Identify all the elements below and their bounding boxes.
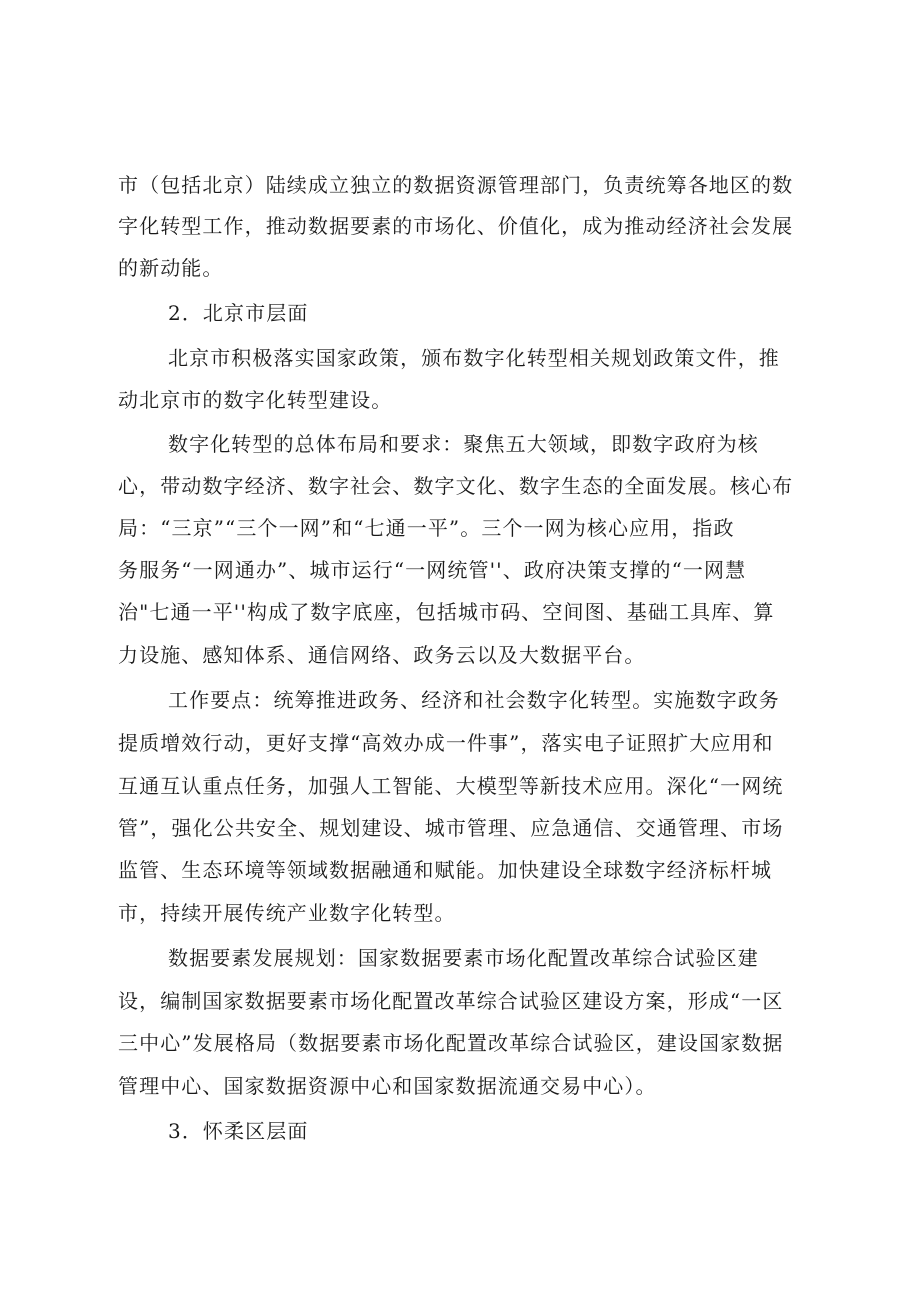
- section-heading: 2．北京市层面: [168, 301, 309, 325]
- text-line: 北京市积极落实国家政策，颁布数字化转型相关规划政策文件，推: [168, 346, 780, 370]
- text-line: 三中心”发展格局（数据要素市场化配置改革综合试验区，建设国家数据: [118, 1031, 784, 1055]
- text-line: 的新动能。: [118, 256, 224, 280]
- text-line: 力设施、感知体系、通信网络、政务云以及大数据平台。: [118, 643, 646, 667]
- text-line: 设，编制国家数据要素市场化配置改革综合试验区建设方案，形成“一区: [118, 989, 784, 1013]
- text-line: 字化转型工作，推动数据要素的市场化、价值化，成为推动经济社会发展: [118, 214, 794, 238]
- text-line: 数字化转型的总体布局和要求：聚焦五大领域，即数字政府为核: [168, 432, 759, 456]
- section-heading: 3．怀柔区层面: [168, 1119, 309, 1143]
- text-line: 工作要点：统筹推进政务、经济和社会数字化转型。实施数字政务: [168, 688, 780, 712]
- text-line: 务服务“一网通办”、城市运行“一网统管''、政府决策支撑的“一网慧: [118, 558, 747, 582]
- text-line: 管”，强化公共安全、规划建设、城市管理、应急通信、交通管理、市场: [118, 816, 784, 840]
- text-line: 互通互认重点任务，加强人工智能、大模型等新技术应用。深化“一网统: [118, 774, 784, 798]
- text-line: 动北京市的数字化转型建设。: [118, 388, 393, 412]
- text-line: 市，持续开展传统产业数字化转型。: [118, 901, 456, 925]
- text-line: 心，带动数字经济、数字社会、数字文化、数字生态的全面发展。核心布: [118, 474, 794, 498]
- text-line: 监管、生态环境等领域数据融通和赋能。加快建设全球数字经济标杆城: [118, 858, 773, 882]
- text-line: 提质增效行动，更好支撑“高效办成一件事”，落实电子证照扩大应用和: [118, 731, 774, 755]
- text-line: 管理中心、国家数据资源中心和国家数据流通交易中心）。: [118, 1074, 657, 1098]
- text-line: 治"七通一平''构成了数字底座，包括城市码、空间图、基础工具库、算: [118, 600, 775, 624]
- text-line: 市（包括北京）陆续成立独立的数据资源管理部门，负责统筹各地区的数: [118, 173, 794, 197]
- text-line: 数据要素发展规划：国家数据要素市场化配置改革综合试验区建: [168, 946, 759, 970]
- text-line: 局：“三京”“三个一网”和“七通一平”。三个一网为核心应用，指政: [118, 516, 735, 540]
